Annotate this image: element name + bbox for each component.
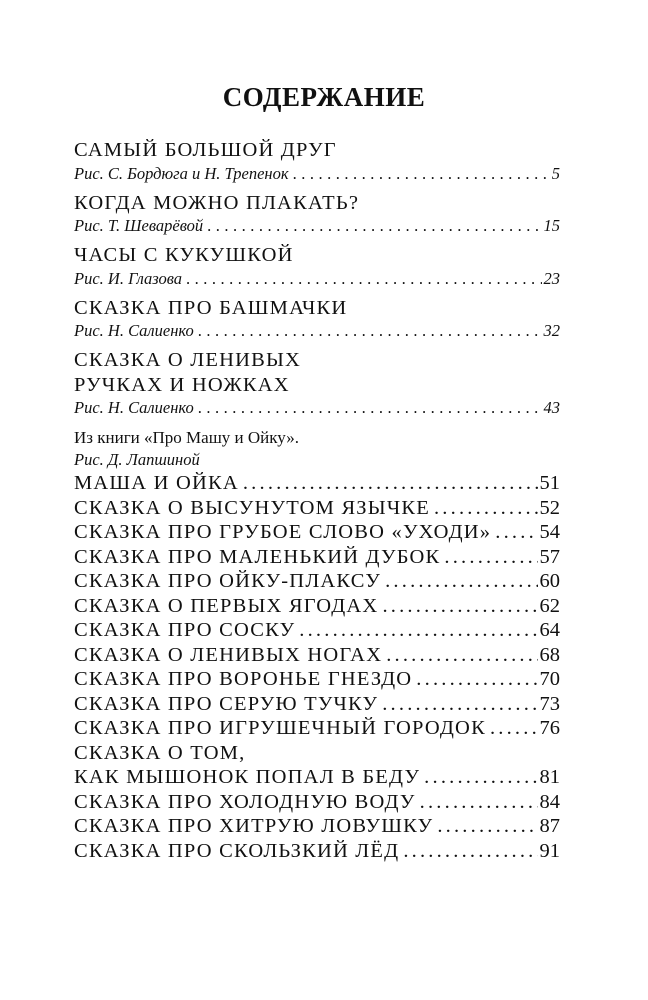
dot-leader [243, 471, 538, 496]
dot-leader [403, 839, 537, 864]
toc-group [74, 348, 560, 419]
toc-entry: СКАЗКА ПРО ОЙКУ-ПЛАКСУ ..... 60 [74, 569, 560, 594]
toc-entry-credit: Рис. Н. Салиенко ..... 43 [74, 397, 560, 419]
book-intro: Из книги «Про Машу и Ойку». [74, 428, 299, 447]
page-number: 15 [543, 216, 560, 235]
dot-leader [424, 765, 537, 790]
page-number: 70 [539, 668, 560, 690]
dot-leader [207, 215, 541, 237]
page-number: 84 [539, 790, 560, 813]
dot-leader [293, 163, 550, 185]
dot-leader [495, 520, 537, 545]
page-number: 5 [551, 163, 560, 183]
dot-leader [434, 496, 538, 521]
toc-entry-title: САМЫЙ БОЛЬШОЙ ДРУГ [74, 139, 337, 161]
toc-entry-title: СКАЗКА О ТОМ, [74, 741, 246, 764]
page-number: 52 [539, 496, 560, 519]
dot-leader [385, 569, 537, 594]
toc-entry-title: СКАЗКА О ЛЕНИВЫХ [74, 349, 302, 371]
dot-leader [186, 268, 542, 290]
page-number: 60 [539, 570, 560, 592]
page-number: 87 [539, 815, 560, 837]
page-number: 23 [543, 268, 560, 288]
page-number: 64 [539, 619, 560, 641]
dot-leader [444, 545, 537, 570]
toc-entry: СКАЗКА О ВЫСУНУТОМ ЯЗЫЧКЕ ..... 52 [74, 496, 560, 521]
page-title: СОДЕРЖАНИЕ [222, 82, 426, 112]
toc-entry-credit: Рис. С. Бордюга и Н. Трепенок ..... 5 [74, 163, 560, 185]
toc-group [74, 296, 560, 343]
page-number: 62 [539, 594, 560, 617]
dot-leader [416, 667, 537, 692]
toc-entry: МАША И ОЙКА ..... 51 [74, 471, 560, 496]
dot-leader [386, 643, 537, 668]
dot-leader [382, 594, 537, 619]
page-number: 73 [539, 692, 560, 715]
page-number: 91 [539, 839, 560, 862]
toc-entry: СКАЗКА ПРО ХОЛОДНУЮ ВОДУ ..... 84 [74, 790, 560, 815]
dot-leader [299, 618, 537, 643]
page-number: 68 [539, 643, 560, 666]
toc-entry: СКАЗКА ПРО ИГРУШЕЧНЫЙ ГОРОДОК ..... 76 [74, 716, 560, 741]
dot-leader [382, 692, 537, 717]
toc-entry: КАК МЫШОНОК ПОПАЛ В БЕДУ ..... 81 [74, 765, 560, 790]
dot-leader [198, 397, 542, 419]
dot-leader [437, 814, 537, 839]
toc-entry: СКАЗКА ПРО СКОЛЬЗКИЙ ЛЁД ..... 91 [74, 839, 560, 864]
toc-entry: СКАЗКА ПРО МАЛЕНЬКИЙ ДУБОК ..... 57 [74, 545, 560, 570]
toc-group [74, 138, 560, 185]
toc-entry-title: ЧАСЫ С КУКУШКОЙ [74, 244, 294, 266]
toc-entry: СКАЗКА ПРО СЕРУЮ ТУЧКУ ..... 73 [74, 692, 560, 717]
table-of-contents [74, 132, 560, 863]
dot-leader [490, 716, 538, 741]
toc-entry: СКАЗКА ПРО ГРУБОЕ СЛОВО «УХОДИ» ..... 54 [74, 520, 560, 545]
page-number: 43 [543, 398, 560, 417]
toc-entry: СКАЗКА ПРО ВОРОНЬЕ ГНЕЗДО ..... 70 [74, 667, 560, 692]
toc-group [74, 243, 560, 290]
toc-group [74, 191, 560, 238]
toc-entry-credit: Рис. И. Глазова ..... 23 [74, 268, 560, 290]
page-number: 57 [539, 545, 560, 568]
dot-leader [198, 320, 542, 342]
page-number: 76 [539, 717, 560, 739]
toc-entry: СКАЗКА О ЛЕНИВЫХ НОГАХ ..... 68 [74, 643, 560, 668]
page-number: 51 [539, 472, 560, 494]
toc-entry-credit: Рис. Т. Шеварёвой ..... 15 [74, 215, 560, 237]
toc-entry-title: КОГДА МОЖНО ПЛАКАТЬ? [74, 191, 360, 214]
book-credit: Рис. Д. Лапшиной [74, 450, 200, 469]
page-number: 32 [543, 321, 560, 340]
toc-entry-title: РУЧКАХ И НОЖКАХ [74, 373, 290, 396]
toc-entry: СКАЗКА ПРО ХИТРУЮ ЛОВУШКУ ..... 87 [74, 814, 560, 839]
dot-leader [420, 790, 538, 815]
toc-entry-credit: Рис. Н. Салиенко ..... 32 [74, 320, 560, 342]
toc-entry: СКАЗКА ПРО СОСКУ ..... 64 [74, 618, 560, 643]
toc-entry-title: СКАЗКА ПРО БАШМАЧКИ [74, 296, 348, 319]
page-number: 81 [539, 766, 560, 788]
toc-entry: СКАЗКА О ПЕРВЫХ ЯГОДАХ ..... 62 [74, 594, 560, 619]
book-section [74, 427, 560, 863]
page-number: 54 [539, 521, 560, 543]
